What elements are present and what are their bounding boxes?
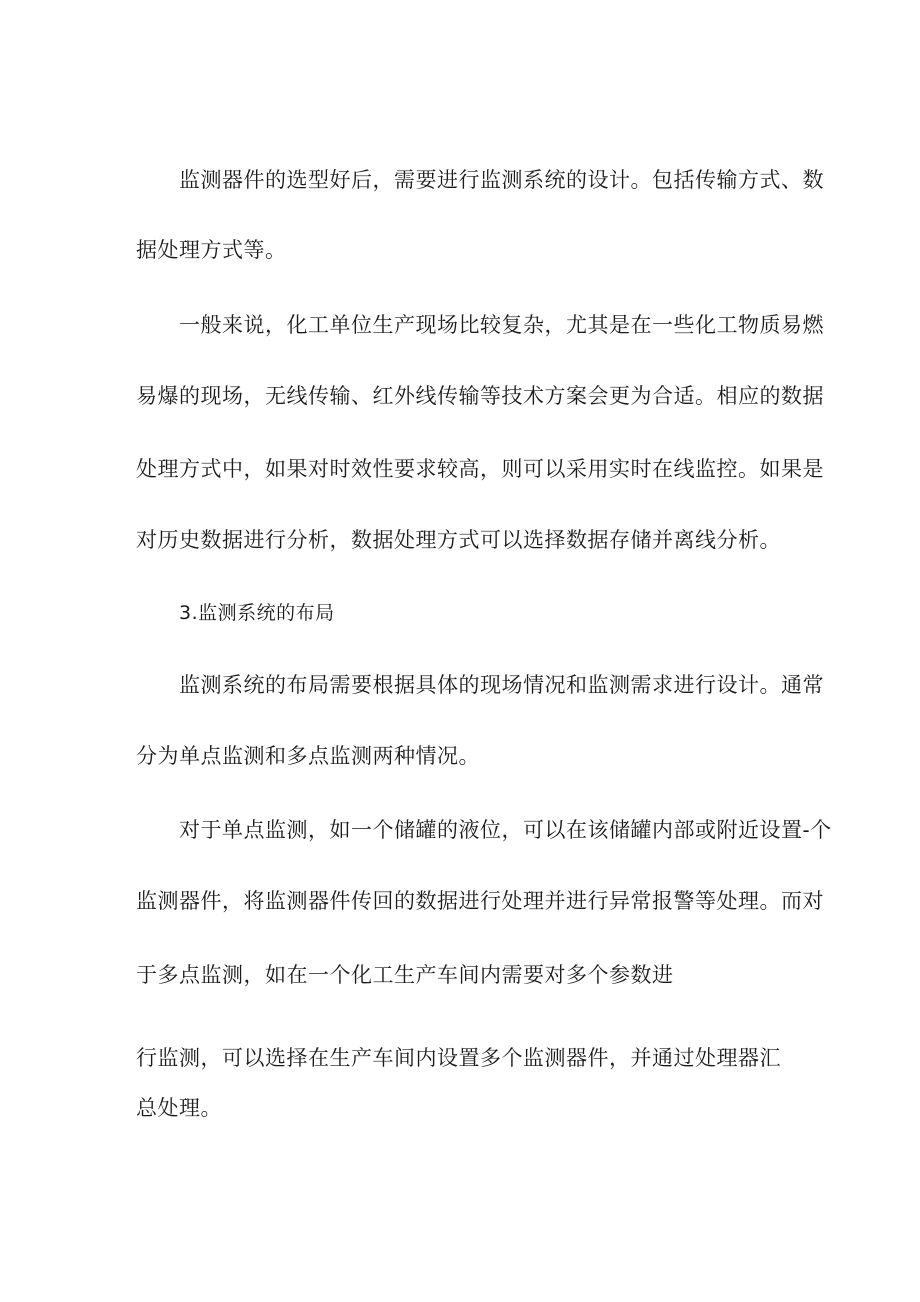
section-heading: 3.监测系统的布局 (179, 602, 335, 624)
paragraph-3-line-2: 分为单点监测和多点监测两种情况。 (136, 744, 480, 768)
paragraph-1-line-2: 据处理方式等。 (136, 238, 287, 262)
paragraph-4-line-4: 行监测，可以选择在生产车间内设置多个监测器件，并通过处理器汇 (136, 1046, 781, 1070)
paragraph-2-line-1: 一般来说，化工单位生产现场比较复杂，尤其是在一些化工物质易燃 (179, 313, 824, 337)
paragraph-4-line-1: 对于单点监测，如一个储罐的液位，可以在该储罐内部或附近设置-个 (179, 818, 832, 842)
paragraph-4-line-5: 总处理。 (136, 1096, 222, 1120)
paragraph-3-line-1: 监测系统的布局需要根据具体的现场情况和监测需求进行设计。通常 (179, 673, 824, 697)
paragraph-2-line-2: 易爆的现场，无线传输、红外线传输等技术方案会更为合适。相应的数据 (136, 384, 824, 408)
paragraph-1-line-1: 监测器件的选型好后，需要进行监测系统的设计。包括传输方式、数 (179, 168, 824, 192)
paragraph-2-line-4: 对历史数据进行分析，数据处理方式可以选择数据存储并离线分析。 (136, 528, 781, 552)
paragraph-4-line-3: 于多点监测，如在一个化工生产车间内需要对多个参数进 (136, 963, 674, 987)
paragraph-4-line-2: 监测器件，将监测器件传回的数据进行处理并进行异常报警等处理。而对 (136, 889, 824, 913)
paragraph-2-line-3: 处理方式中，如果对时效性要求较高，则可以采用实时在线监控。如果是 (136, 457, 824, 481)
